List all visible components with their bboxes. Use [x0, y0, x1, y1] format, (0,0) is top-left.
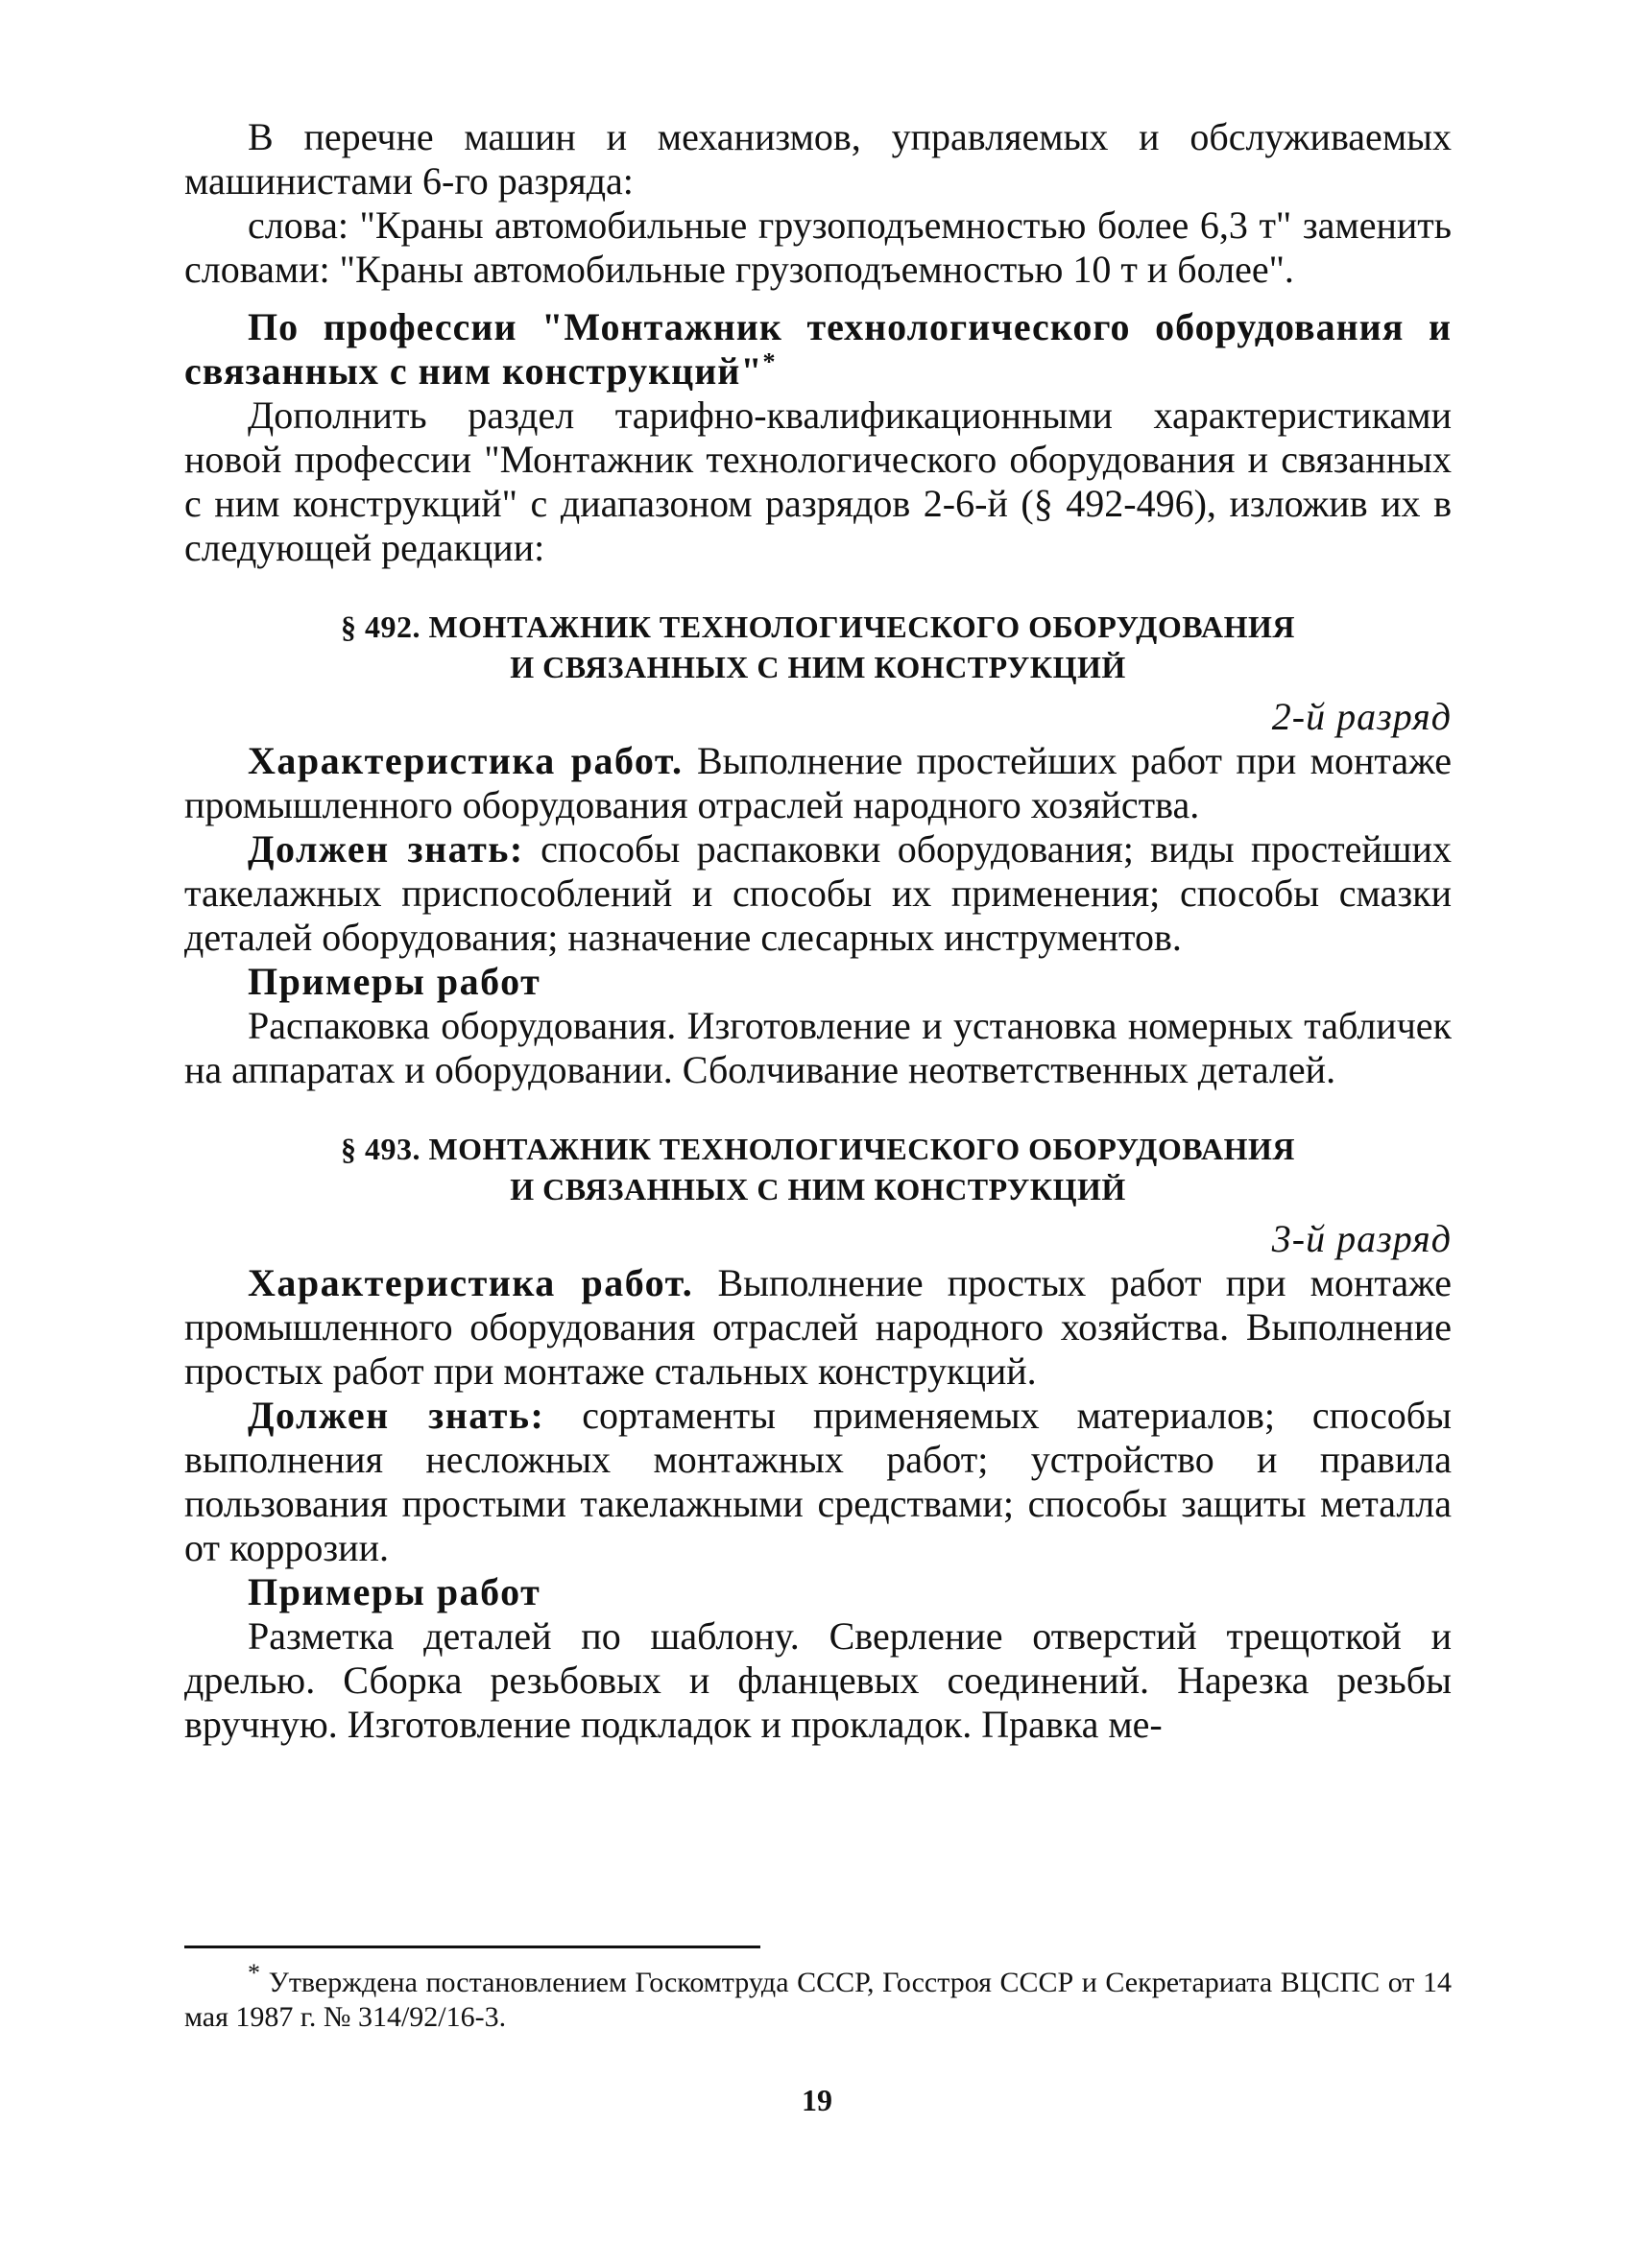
- footnote-text: Утверждена постановлением Госкомтруда СССР, Госстроя СССР и Секретариата ВЦСПС от 14 мая 1987 г. № 314/92/16-3.: [184, 1967, 1452, 2033]
- must-know: [184, 1394, 1452, 1570]
- profession-text: Дополнить раздел тарифно-квалификационными характеристиками новой профессии "Монтажник технологического оборудования и связанных с ним конструкций" с диапазоном разрядов 2-6-й (§ 492-496), изложив их в следующей редакции:: [184, 394, 1452, 569]
- section-492: [184, 607, 1452, 1092]
- footnote-mark: *: [248, 1959, 260, 1987]
- intro-paragraph-1: В перечне машин и механизмов, управляемых и обслуживаемых машинистами 6-го разряда:: [184, 115, 1452, 203]
- section-title-line-2: И СВЯЗАННЫХ С НИМ КОНСТРУКЦИЙ: [510, 650, 1126, 684]
- work-characteristics: [184, 739, 1452, 827]
- footnote-marker: *: [762, 347, 777, 376]
- work-characteristics-label: Характеристика работ.: [248, 739, 684, 782]
- work-characteristics-text: Выполнение простейших работ при монтаже промышленного оборудования отраслей народного хозяйства.: [184, 739, 1452, 826]
- intro-paragraph-2: слова: "Краны автомобильные грузоподъемностью более 6,3 т" заменить словами: "Краны автомобильные грузоподъемностью 10 т и более".: [184, 203, 1452, 291]
- section-title: [184, 1129, 1452, 1209]
- must-know-label: Должен знать:: [248, 827, 524, 871]
- grade-label: 2-й разряд: [1271, 695, 1452, 738]
- profession-heading: [184, 305, 1452, 394]
- section-title-line-1: § 493. МОНТАЖНИК ТЕХНОЛОГИЧЕСКОГО ОБОРУДОВАНИЯ: [340, 1132, 1296, 1166]
- section-title-line-2: И СВЯЗАННЫХ С НИМ КОНСТРУКЦИЙ: [510, 1172, 1126, 1206]
- page-number: 19: [802, 2083, 832, 2117]
- footnote-divider: [184, 1946, 760, 1948]
- work-examples-text: Распаковка оборудования. Изготовление и установка номерных табличек на аппаратах и оборудовании. Сболчивание неответственных деталей.: [184, 1004, 1452, 1091]
- footnote: [184, 1959, 1452, 2035]
- work-characteristics-text: Выполнение простых работ при монтаже промышленного оборудования отраслей народного хозяйства. Выполнение простых работ при монтаже стальных конструкций.: [184, 1261, 1452, 1393]
- work-examples-label: Примеры работ: [248, 960, 541, 1003]
- grade-label: 3-й разряд: [1271, 1217, 1452, 1260]
- work-characteristics: [184, 1261, 1452, 1394]
- work-examples-text: Разметка деталей по шаблону. Сверление отверстий трещоткой и дрелью. Сборка резьбовых и фланцевых соединений. Нарезка резьбы вручную. Изготовление подкладок и прокладок. Правка ме-: [184, 1614, 1452, 1746]
- must-know-text: сортаменты применяемых материалов; способы выполнения несложных монтажных работ; устройство и правила пользования простыми такелажными средствами; способы защиты металла от коррозии.: [184, 1394, 1452, 1569]
- section-493: [184, 1129, 1452, 1747]
- section-title-line-1: § 492. МОНТАЖНИК ТЕХНОЛОГИЧЕСКОГО ОБОРУДОВАНИЯ: [340, 609, 1296, 644]
- page-body: [184, 115, 1452, 1747]
- must-know-text: способы распаковки оборудования; виды простейших такелажных приспособлений и способы их применения; способы смазки деталей оборудования; назначение слесарных инструментов.: [184, 827, 1452, 959]
- work-characteristics-label: Характеристика работ.: [248, 1261, 694, 1304]
- section-title: [184, 607, 1452, 687]
- must-know: [184, 827, 1452, 960]
- profession-heading-text: По профессии "Монтажник технологического оборудования и связанных с ним конструкций": [184, 305, 1452, 393]
- must-know-label: Должен знать:: [248, 1394, 545, 1437]
- work-examples-label: Примеры работ: [248, 1570, 541, 1613]
